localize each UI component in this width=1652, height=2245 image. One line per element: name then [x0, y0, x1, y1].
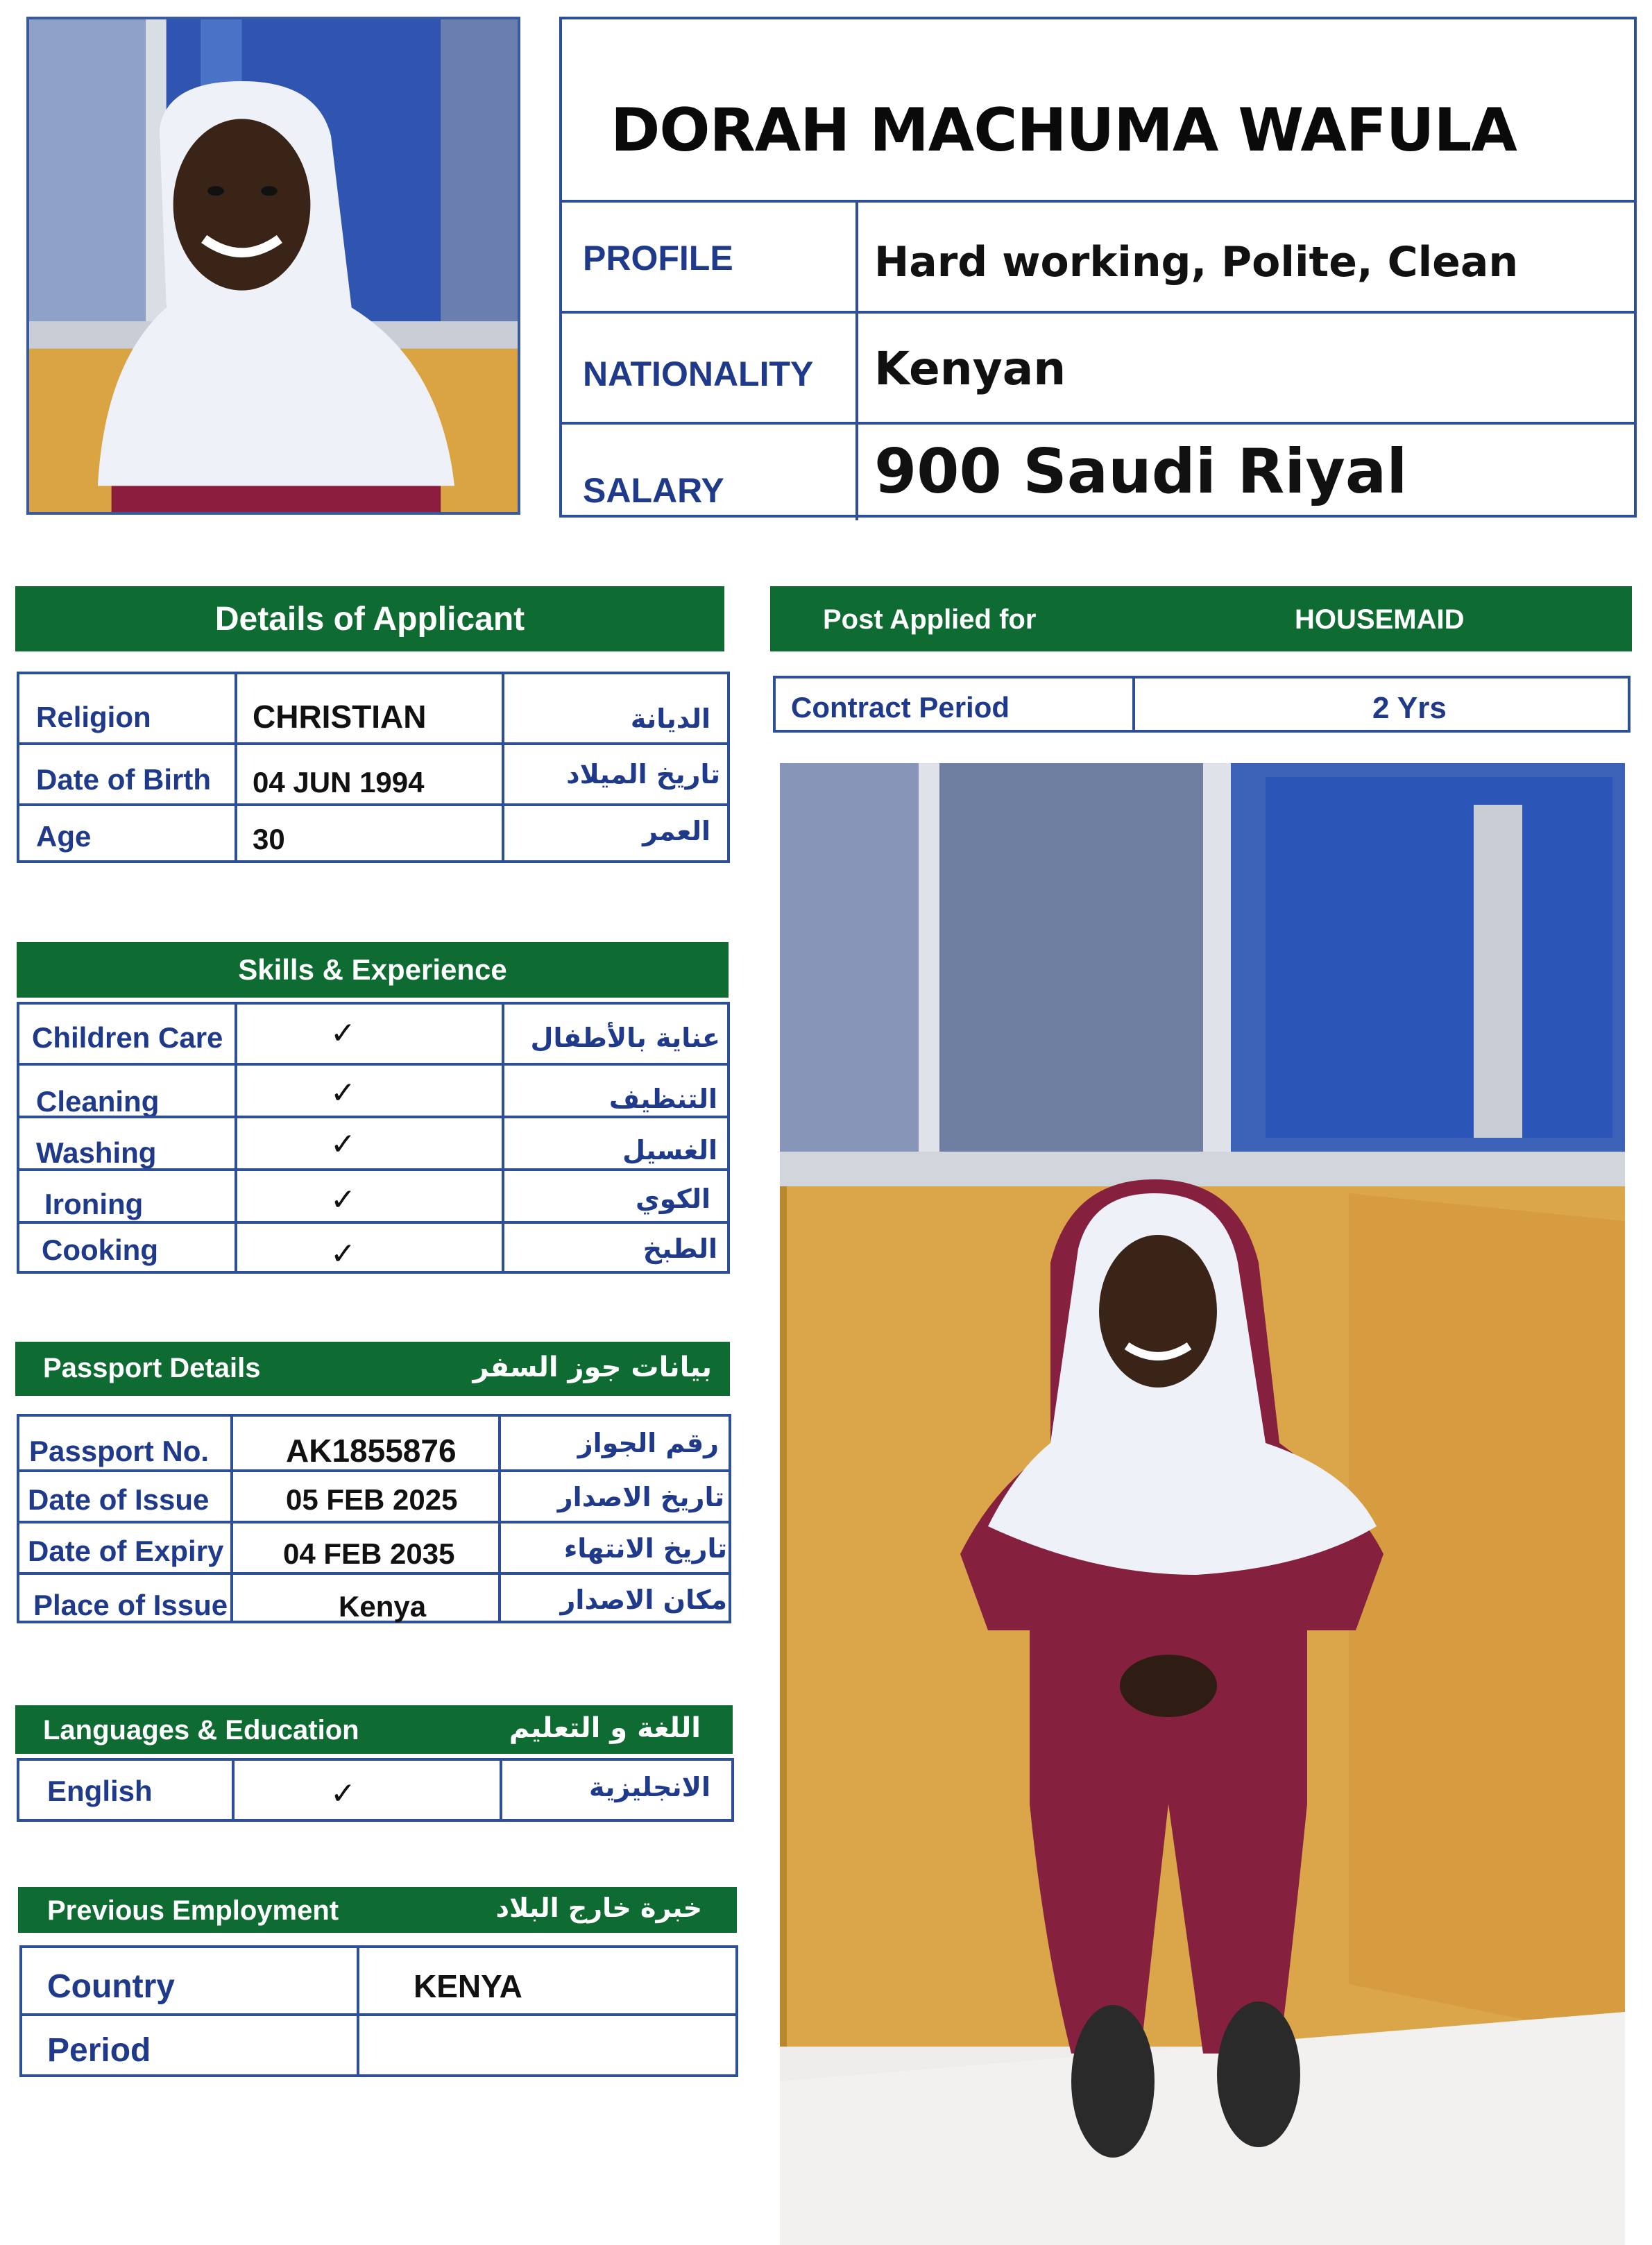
check-icon: ✓	[330, 1776, 356, 1811]
table-row	[19, 1417, 729, 1469]
passport-no-value: AK1855876	[286, 1433, 457, 1469]
age-arabic: العمر	[642, 816, 710, 846]
header-table	[559, 17, 1637, 518]
salary-value: 900 Saudi Riyal	[874, 436, 1408, 507]
skill-label: Children Care	[32, 1021, 223, 1054]
religion-arabic: الديانة	[630, 703, 710, 734]
languages-title-arabic: اللغة و التعليم	[509, 1712, 701, 1744]
table-row	[19, 803, 727, 869]
skill-arabic: الكوي	[635, 1184, 710, 1214]
contract-table	[773, 676, 1630, 733]
place-of-issue-label: Place of Issue	[33, 1589, 228, 1621]
age-label: Age	[36, 820, 92, 853]
passport-no-label: Passport No.	[29, 1435, 210, 1467]
skills-table	[17, 1002, 730, 1274]
employment-table	[19, 1945, 738, 2077]
passport-table	[17, 1414, 731, 1623]
skill-arabic: التنظيف	[608, 1084, 717, 1114]
expiry-date-label: Date of Expiry	[28, 1535, 224, 1567]
nationality-label: NATIONALITY	[583, 355, 814, 393]
country-label: Country	[47, 1968, 175, 2005]
skill-arabic: عناية بالأطفال	[530, 1023, 720, 1053]
post-value: HOUSEMAID	[1295, 604, 1465, 635]
religion-value: CHRISTIAN	[253, 699, 427, 735]
passport-header	[15, 1342, 730, 1396]
profile-label: PROFILE	[583, 239, 733, 278]
languages-title: Languages & Education	[43, 1715, 359, 1745]
table-row	[19, 742, 727, 806]
skills-title: Skills & Experience	[238, 953, 507, 986]
skill-label: Cleaning	[36, 1085, 160, 1118]
place-of-issue-value: Kenya	[339, 1590, 427, 1623]
nationality-value: Kenyan	[874, 342, 1066, 395]
table-row	[19, 1521, 729, 1575]
profile-value: Hard working, Polite, Clean	[874, 238, 1519, 287]
passport-no-arabic: رقم الجواز	[577, 1428, 719, 1458]
passport-title: Passport Details	[43, 1353, 261, 1383]
name-row	[562, 19, 1634, 203]
applicant-name: DORAH MACHUMA WAFULA	[611, 96, 1517, 165]
details-table	[17, 672, 730, 863]
table-row	[19, 1761, 731, 1825]
check-icon: ✓	[330, 1075, 356, 1111]
skill-label: Washing	[36, 1136, 157, 1169]
issue-date-value: 05 FEB 2025	[286, 1483, 458, 1516]
details-header	[15, 586, 724, 651]
languages-table	[17, 1758, 734, 1822]
table-row	[19, 1005, 727, 1063]
portrait-photo	[26, 17, 520, 515]
expiry-date-value: 04 FEB 2035	[283, 1537, 455, 1570]
skill-arabic: الطبخ	[642, 1234, 717, 1264]
language-label: English	[47, 1775, 153, 1807]
full-body-photo	[780, 763, 1625, 2245]
employment-title: Previous Employment	[47, 1895, 339, 1926]
salary-label: SALARY	[583, 471, 724, 510]
dob-value: 04 JUN 1994	[253, 766, 425, 799]
passport-title-arabic: بيانات جوز السفر	[472, 1351, 712, 1383]
skill-arabic: الغسيل	[622, 1135, 717, 1166]
language-arabic: الانجليزية	[589, 1772, 710, 1802]
dob-label: Date of Birth	[36, 763, 211, 796]
expiry-date-arabic: تاريخ الانتهاء	[563, 1533, 727, 1564]
table-row	[19, 1168, 727, 1224]
post-label: Post Applied for	[823, 604, 1037, 635]
employment-header	[18, 1887, 737, 1933]
table-row	[19, 1063, 727, 1118]
skill-label: Ironing	[44, 1188, 144, 1220]
profile-row	[562, 200, 1634, 314]
check-icon: ✓	[330, 1236, 356, 1272]
skill-label: Cooking	[42, 1234, 158, 1266]
period-label: Period	[47, 2032, 151, 2069]
table-row	[19, 1221, 727, 1279]
salary-row	[562, 422, 1634, 520]
issue-date-label: Date of Issue	[28, 1483, 210, 1516]
table-row	[19, 1572, 729, 1629]
table-row	[19, 1116, 727, 1171]
skills-header	[17, 942, 729, 998]
check-icon: ✓	[330, 1016, 356, 1051]
languages-header	[15, 1705, 733, 1754]
check-icon: ✓	[330, 1127, 356, 1162]
age-value: 30	[253, 823, 285, 855]
details-title: Details of Applicant	[214, 601, 525, 638]
employment-title-arabic: خبرة خارج البلاد	[495, 1893, 702, 1923]
place-of-issue-arabic: مكان الاصدار	[560, 1585, 727, 1615]
table-row	[19, 1469, 729, 1523]
issue-date-arabic: تاريخ الاصدار	[557, 1482, 724, 1512]
dob-arabic: تاريخ الميلاد	[566, 759, 720, 789]
check-icon: ✓	[330, 1182, 356, 1218]
religion-label: Religion	[36, 701, 151, 733]
table-row	[22, 2013, 735, 2083]
contract-label: Contract Period	[791, 691, 1010, 724]
table-row	[19, 674, 727, 742]
country-value: KENYA	[414, 1968, 522, 2004]
nationality-row	[562, 311, 1634, 425]
contract-value: 2 Yrs	[1372, 691, 1447, 725]
post-header	[770, 586, 1632, 651]
table-row	[22, 1948, 735, 2013]
